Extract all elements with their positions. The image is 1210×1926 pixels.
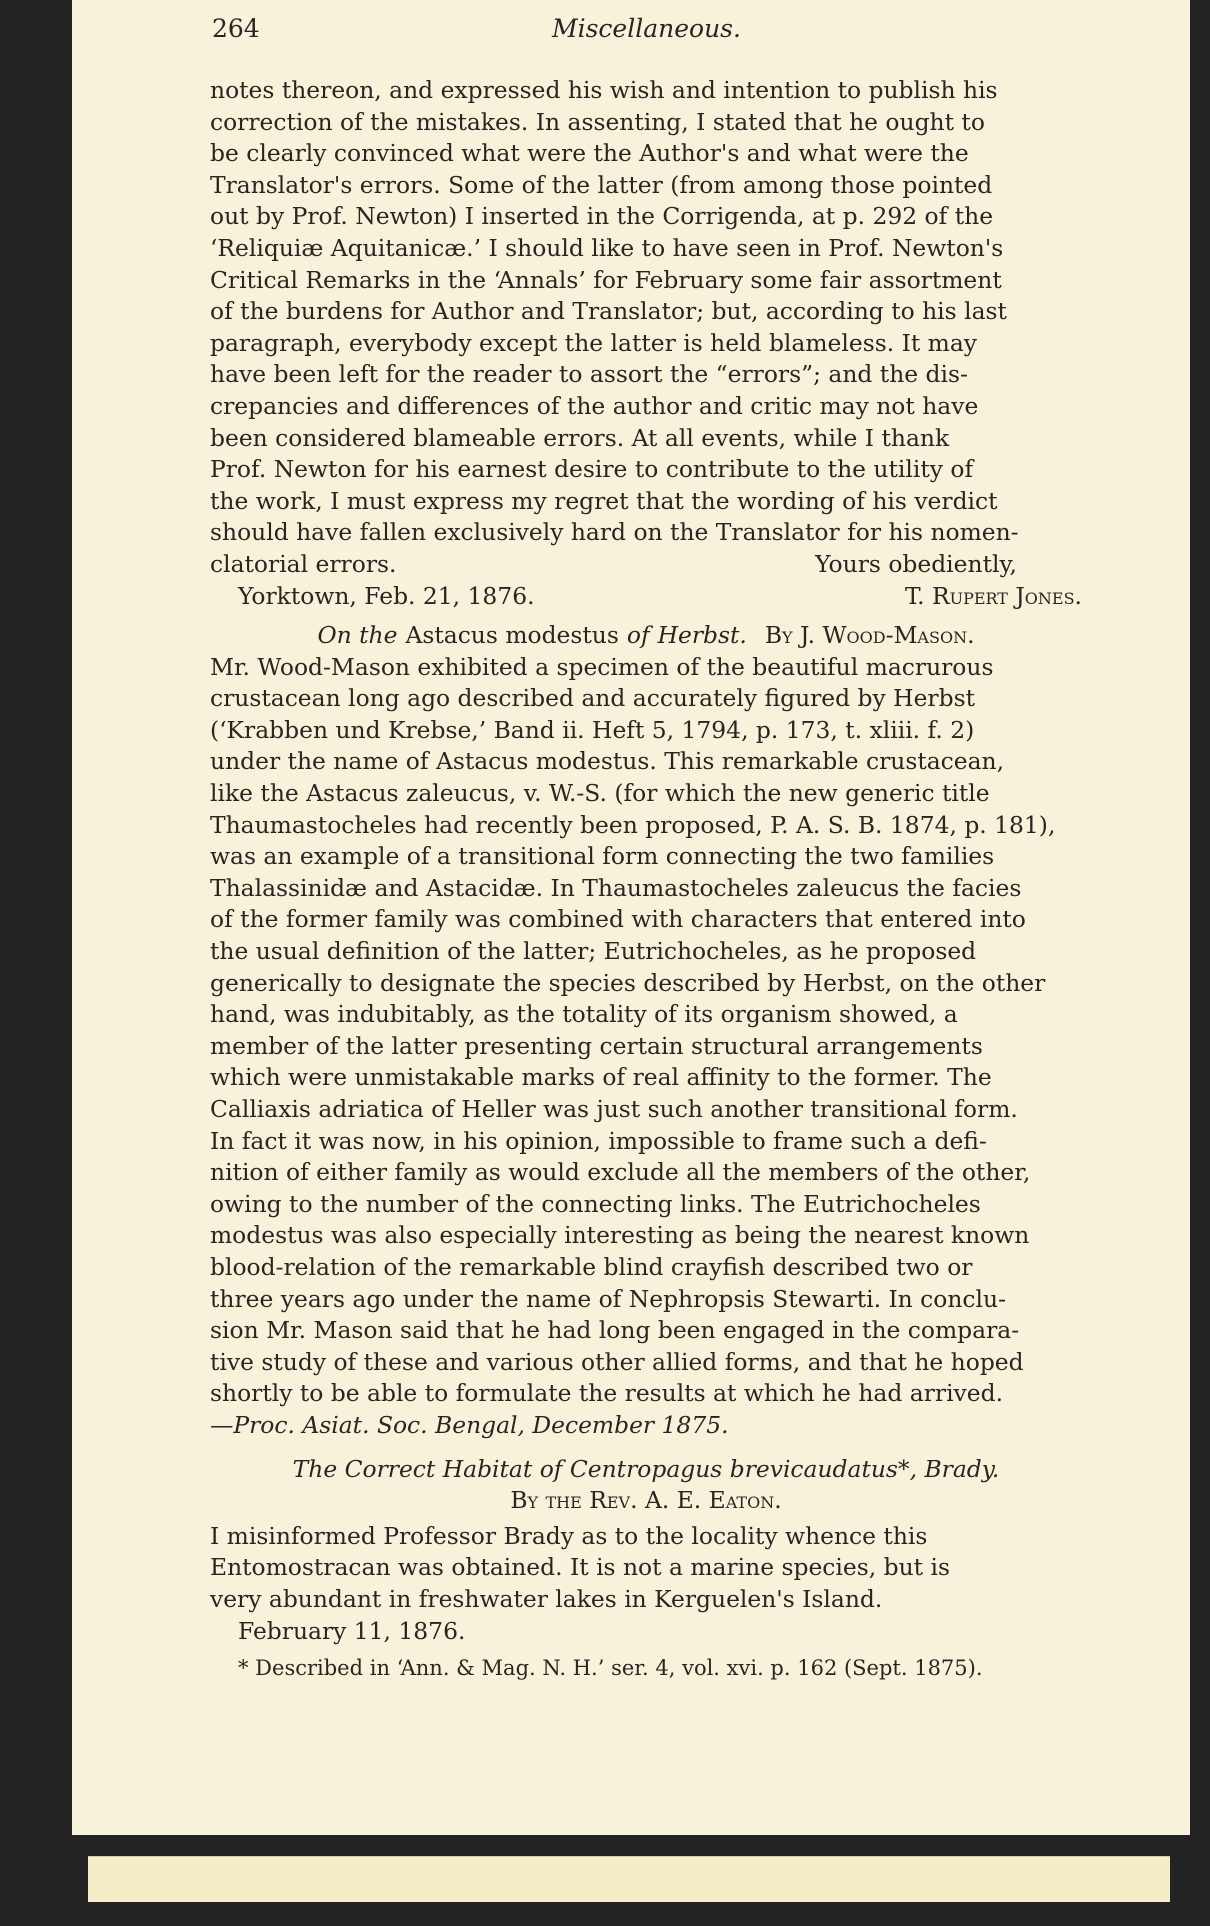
page-body [210,75,1082,1685]
text-line: be clearly convinced what were the Author's and what were the [210,139,969,168]
text-line: very abundant in freshwater lakes in Kerguelen's Island. [210,1584,883,1613]
article-source: —Proc. Asiat. Soc. Bengal, December 1875. [210,1410,729,1439]
text-line: have been left for the reader to assort the “errors”; and the dis- [210,360,968,389]
text-line: notes thereon, and expressed his wish and intention to publish his [210,76,998,104]
article-byline: By J. Wood-Mason. [764,621,975,650]
text-line: nition of either family as would exclude all the members of the other, [210,1158,1031,1187]
article-text [210,1521,1082,1647]
text-line: of the former family was combined with characters that entered into [210,905,1026,934]
text-line: out by Prof. Newton) I inserted in the Corrigenda, at p. 292 of the [210,202,994,231]
letter-closing [210,549,1082,581]
letter-text [210,75,1082,612]
text-line: Mr. Wood-Mason exhibited a specimen of the beautiful macrurous [210,652,994,681]
closing-left: clatorial errors. [210,549,397,578]
page-number: 264 [212,14,260,43]
article-byline: By the Rev. A. E. Eaton. [510,1486,782,1515]
text-line: blood-relation of the remarkable blind crayfish described two or [210,1252,973,1281]
text-line: (‘Krabben und Krebse,’ Band ii. Heft 5, 1794, p. 173, t. xliii. f. 2) [210,715,975,744]
closing-right: Yours obediently, [815,549,1017,578]
running-title: Miscellaneous. [552,14,741,43]
text-line: under the name of Astacus modestus. This remarkable crustacean, [210,747,1005,776]
text-line: of the burdens for Author and Translator; but, according to his last [210,297,1007,326]
text-line: Critical Remarks in the ‘Annals’ for February some fair assortment [210,265,1002,294]
letter-signoff [210,581,1082,613]
text-line: Prof. Newton for his earnest desire to contribute to the utility of [210,455,974,484]
text-line: like the Astacus zaleucus, v. W.-S. (for which the new generic title [210,779,990,808]
text-line: generically to designate the species described by Herbst, on the other [210,968,1046,997]
page-header [212,14,1082,50]
text-line: been considered blameable errors. At all events, while I thank [210,423,950,452]
text-line: Entomostracan was obtained. It is not a marine species, but is [210,1553,950,1582]
next-page-edge [88,1856,1170,1902]
text-line: Translator's errors. Some of the latter (from among those pointed [210,170,993,199]
text-line: I misinformed Professor Brady as to the locality whence this [210,1521,928,1550]
article-text [210,652,1082,1442]
text-line: correction of the mistakes. In assenting, I stated that he ought to [210,107,985,136]
text-line: Thalassinidæ and Astacidæ. In Thaumastocheles zaleucus the facies [210,873,1022,902]
text-line: the work, I must express my regret that the wording of his verdict [210,486,998,515]
text-line: Calliaxis adriatica of Heller was just such another transitional form. [210,1095,1018,1123]
text-line: member of the latter presenting certain structural arrangements [210,1031,983,1060]
text-line: paragraph, everybody except the latter is held blameless. It may [210,328,977,357]
text-line: was an example of a transitional form connecting the two families [210,842,995,871]
place-date: Yorktown, Feb. 21, 1876. [238,581,535,610]
article-date: February 11, 1876. [238,1616,466,1645]
text-line: crustacean long ago described and accurately figured by Herbst [210,684,975,713]
text-line: sion Mr. Mason said that he had long been engaged in the compara- [210,1316,1020,1345]
text-line: should have fallen exclusively hard on the Translator for his nomen- [210,518,1019,547]
text-line: tive study of these and various other allied forms, and that he hoped [210,1347,1024,1376]
text-line: crepancies and differences of the author and critic may not have [210,391,979,420]
text-line: which were unmistakable marks of real affinity to the former. The [210,1063,992,1092]
article-title: The Correct Habitat of Centropagus brevicaudatus*, Brady. [292,1454,1000,1483]
text-line: hand, was indubitably, as the totality of its organism showed, a [210,1000,958,1029]
text-line: shortly to be able to formulate the results at which he had arrived. [210,1379,1004,1408]
text-line: modestus was also especially interesting as being the nearest known [210,1221,1030,1250]
footnote: * Described in ‘Ann. & Mag. N. H.’ ser. 4, vol. xvi. p. 162 (Sept. 1875). [238,1656,983,1681]
text-line: Thaumastocheles had recently been proposed, P. A. S. B. 1874, p. 181), [210,810,1056,839]
text-line: In fact it was now, in his opinion, impossible to frame such a defi- [210,1126,987,1155]
text-line: owing to the number of the connecting links. The Eutrichocheles [210,1189,981,1218]
text-line: the usual definition of the latter; Eutrichocheles, as he proposed [210,937,977,966]
article-title: On the Astacus modestus of Herbst. By J. Wood-Mason. [210,620,1082,652]
text-line: three years ago under the name of Nephropsis Stewarti. In conclu- [210,1284,1006,1313]
signature: T. Rupert Jones. [904,581,1082,610]
text-line: ‘Reliquiæ Aquitanicæ.’ I should like to have seen in Prof. Newton's [210,233,1004,262]
